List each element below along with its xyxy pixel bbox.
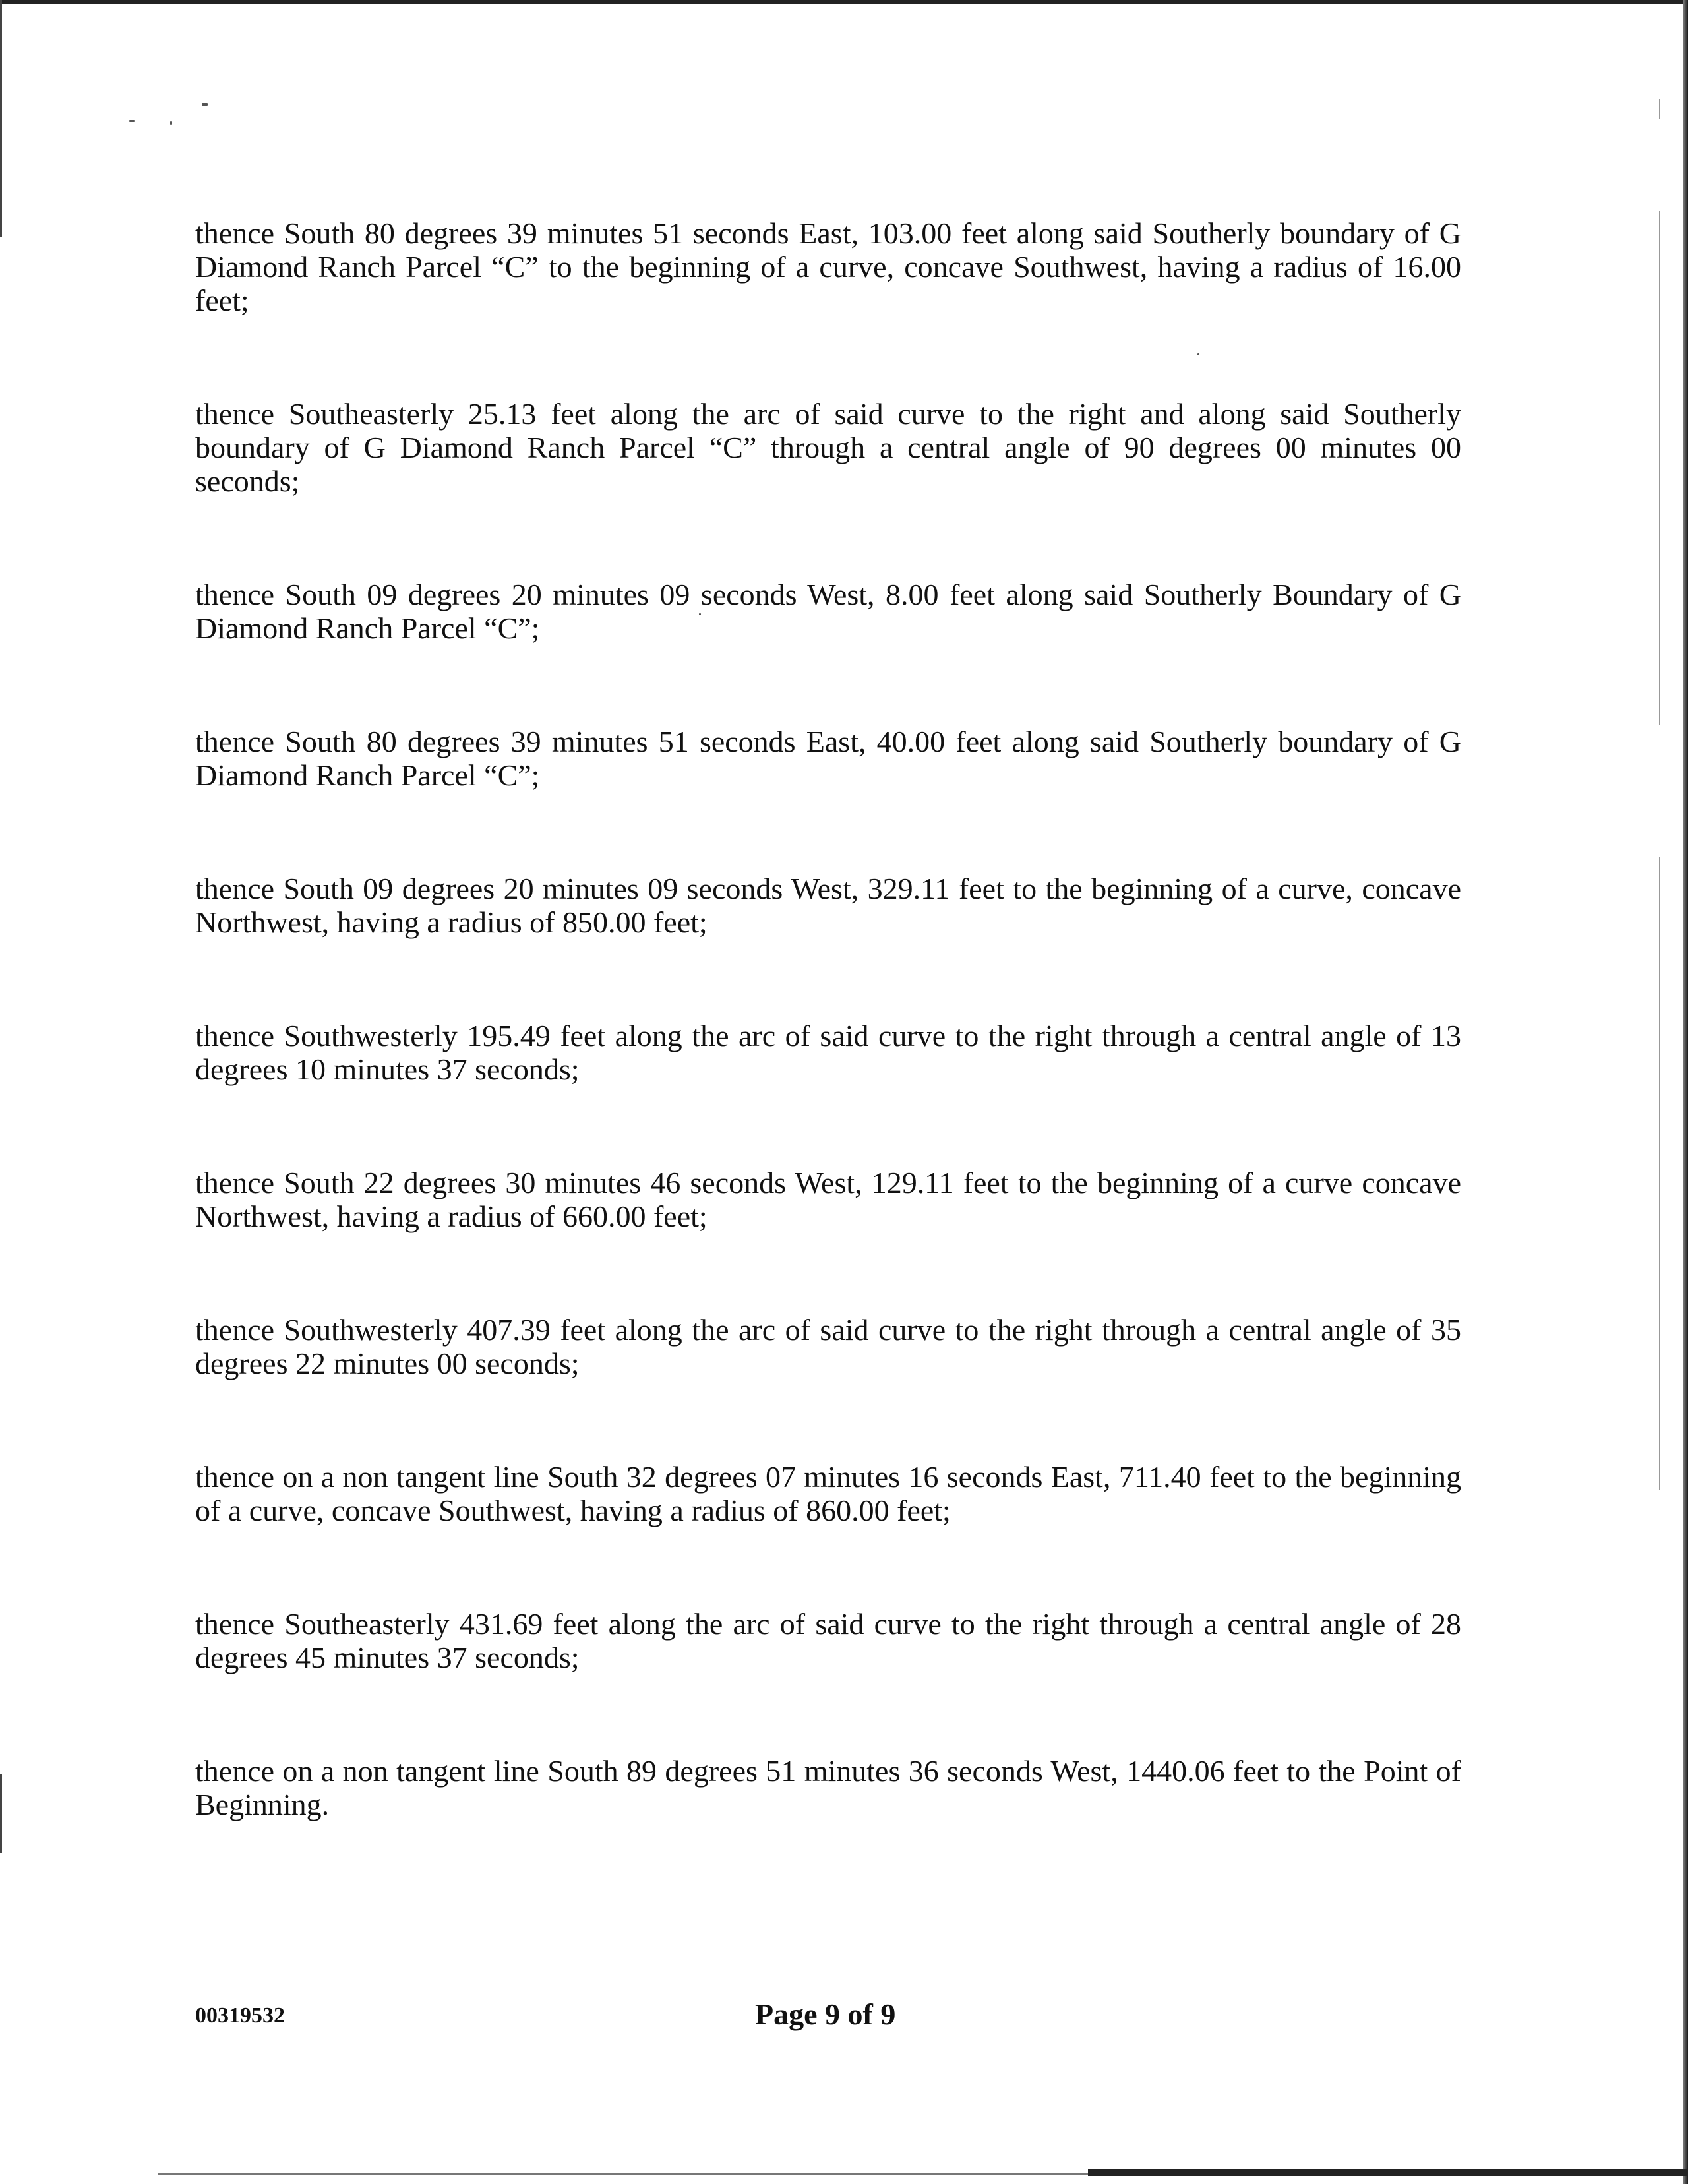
boundary-course-paragraph: thence Southwesterly 407.39 feet along the arc of said curve to the right through a central angle of 35 degrees 22 minutes 00 seconds; bbox=[195, 1313, 1461, 1380]
scan-border-left bbox=[0, 0, 2, 237]
scan-margin-mark bbox=[1659, 99, 1660, 119]
boundary-course-paragraph: thence South 22 degrees 30 minutes 46 seconds West, 129.11 feet to the beginning of a curve concave Northwest, having a radius of 660.00 feet; bbox=[195, 1166, 1461, 1233]
scan-speck bbox=[170, 121, 172, 125]
document-id: 00319532 bbox=[195, 2003, 285, 2028]
scan-border-top bbox=[0, 0, 1688, 4]
scan-border-bottom-thin bbox=[158, 2173, 1088, 2175]
scan-border-bottom bbox=[1088, 2169, 1688, 2176]
boundary-course-paragraph: thence South 80 degrees 39 minutes 51 seconds East, 40.00 feet along said Southerly boundary of G Diamond Ranch Parcel “C”; bbox=[195, 725, 1461, 792]
boundary-course-paragraph: thence Southeasterly 25.13 feet along the arc of said curve to the right and along said Southerly boundary of G Diamond Ranch Parcel “C” through a central angle of 90 degrees 00 minutes 00 seconds; bbox=[195, 397, 1461, 498]
boundary-course-paragraph: thence South 09 degrees 20 minutes 09 seconds West, 329.11 feet to the beginning of a curve, concave Northwest, having a radius of 850.00 feet; bbox=[195, 872, 1461, 939]
scan-margin-mark bbox=[1659, 857, 1660, 1490]
boundary-course-paragraph: thence Southwesterly 195.49 feet along the arc of said curve to the right through a central angle of 13 degrees 10 minutes 37 seconds; bbox=[195, 1019, 1461, 1086]
boundary-course-paragraph: thence on a non tangent line South 32 degrees 07 minutes 16 seconds East, 711.40 feet to the beginning of a curve, concave Southwest, having a radius of 860.00 feet; bbox=[195, 1460, 1461, 1527]
legal-description-body bbox=[195, 216, 1461, 1901]
scan-speck bbox=[202, 103, 208, 106]
page-number: Page 9 of 9 bbox=[755, 1997, 896, 2031]
boundary-course-paragraph: thence on a non tangent line South 89 degrees 51 minutes 36 seconds West, 1440.06 feet to the Point of Beginning. bbox=[195, 1754, 1461, 1821]
scan-border-right bbox=[1683, 0, 1688, 2184]
boundary-course-paragraph: thence South 80 degrees 39 minutes 51 seconds East, 103.00 feet along said Southerly boundary of G Diamond Ranch Parcel “C” to the beginning of a curve, concave Southwest, having a radius of 16.00 feet; bbox=[195, 216, 1461, 317]
scan-margin-mark bbox=[1659, 211, 1660, 725]
scan-border-left-lower bbox=[0, 1774, 2, 1853]
boundary-course-paragraph: thence South 09 degrees 20 minutes 09 seconds West, 8.00 feet along said Southerly Boundary of G Diamond Ranch Parcel “C”; bbox=[195, 578, 1461, 645]
scan-speck bbox=[129, 120, 135, 122]
boundary-course-paragraph: thence Southeasterly 431.69 feet along the arc of said curve to the right through a central angle of 28 degrees 45 minutes 37 seconds; bbox=[195, 1607, 1461, 1674]
